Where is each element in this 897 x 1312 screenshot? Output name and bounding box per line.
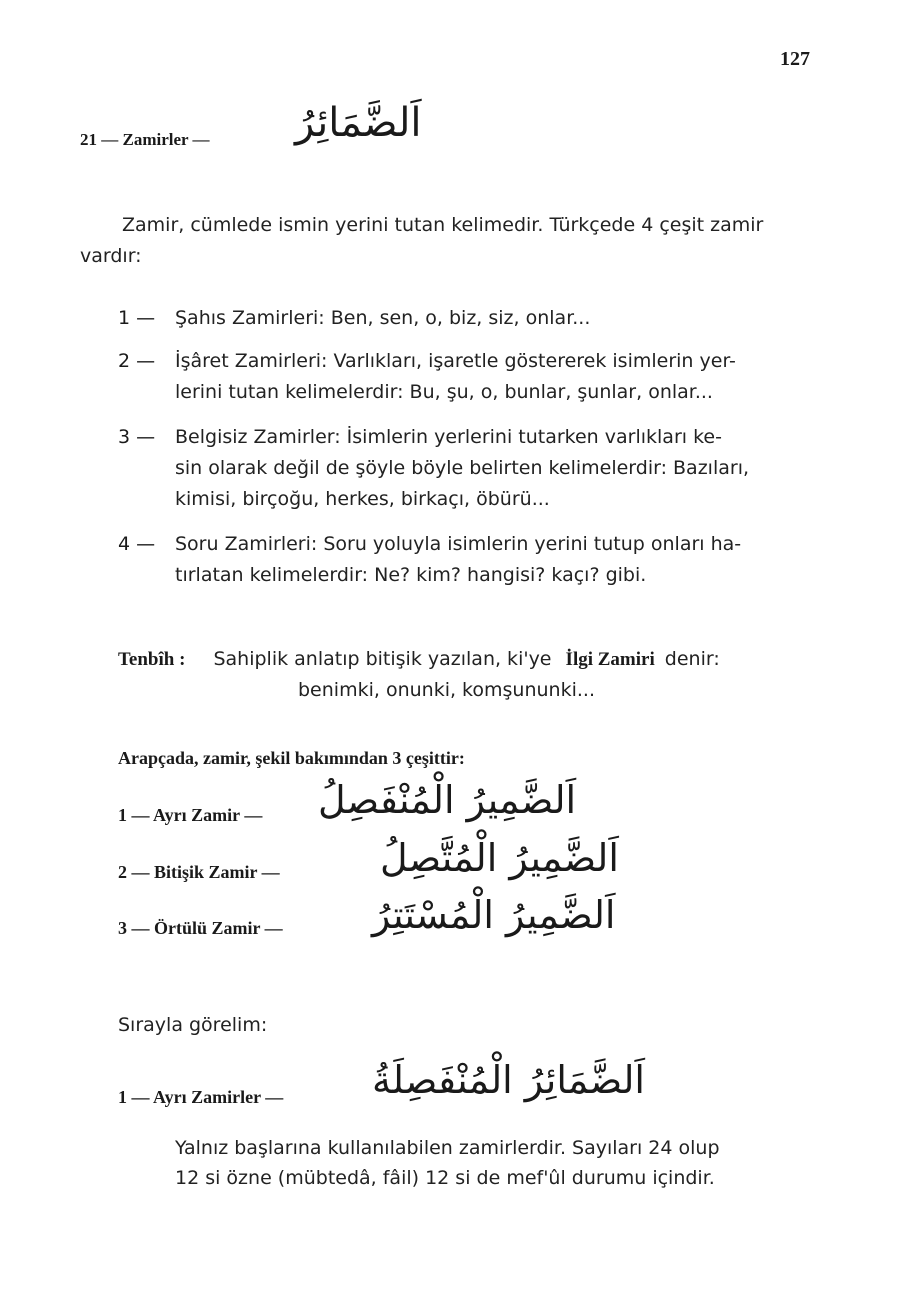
tenbih-examples: benimki, onunki, komşununki... xyxy=(298,679,595,701)
arabic-type-label: 2 — Bitişik Zamir — xyxy=(118,862,280,882)
list-item-text: tırlatan kelimelerdir: Ne? kim? hangisi? kaçı? gibi. xyxy=(175,564,647,586)
list-item-text: lerini tutan kelimelerdir: Bu, şu, o, bunlar, şunlar, onlar... xyxy=(175,381,713,403)
list-item-text: sin olarak değil de şöyle böyle belirten kelimelerdir: Bazıları, xyxy=(175,457,750,479)
arabic-section-intro: Arapçada, zamir, şekil bakımından 3 çeşittir: xyxy=(118,748,465,768)
tenbih-label: Tenbîh : xyxy=(118,649,186,670)
list-item-number: 1 — xyxy=(118,307,156,329)
page-number: 127 xyxy=(780,48,810,70)
list-item-text: Soru Zamirleri: Soru yoluyla isimlerin yerini tutup onları ha- xyxy=(175,533,742,555)
section-heading: 21 — Zamirler — xyxy=(80,130,210,149)
list-item-text: İşâret Zamirleri: Varlıkları, işaretle göstererek isimlerin yer- xyxy=(175,350,736,372)
section-heading-arabic: اَلضَّمَائِرُ xyxy=(295,100,422,146)
list-item-number: 2 — xyxy=(118,350,156,372)
tenbih-text: Sahiplik anlatıp bitişik yazılan, ki'ye xyxy=(213,648,552,670)
list-item-text: kimisi, birçoğu, herkes, birkaçı, öbürü... xyxy=(175,488,550,510)
list-item-text: Belgisiz Zamirler: İsimlerin yerlerini tutarken varlıkları ke- xyxy=(175,426,722,448)
intro-line-2: vardır: xyxy=(80,245,142,267)
detail-line-1: Yalnız başlarına kullanılabilen zamirlerdir. Sayıları 24 olup xyxy=(175,1137,720,1159)
intro-line-1: Zamir, cümlede ismin yerini tutan kelimedir. Türkçede 4 çeşit zamir xyxy=(122,214,764,236)
arabic-type-term: اَلضَّمِيرُ الْمُتَّصِلُ xyxy=(380,836,619,880)
list-item-text: Şahıs Zamirleri: Ben, sen, o, biz, siz, onlar... xyxy=(175,307,591,329)
detail-label: 1 — Ayrı Zamirler — xyxy=(118,1087,284,1107)
tenbih-text-end: denir: xyxy=(664,648,720,670)
detail-line-2: 12 si özne (mübtedâ, fâil) 12 si de mef'ûl durumu içindir. xyxy=(175,1167,715,1189)
tenbih-term: İlgi Zamiri xyxy=(565,649,655,670)
list-item-number: 4 — xyxy=(118,533,156,555)
arabic-type-label: 1 — Ayrı Zamir — xyxy=(118,805,263,825)
tenbih-note xyxy=(118,648,720,671)
arabic-type-term: اَلضَّمِيرُ الْمُسْتَتِرُ xyxy=(372,893,616,937)
detail-arabic: اَلضَّمَائِرُ الْمُنْفَصِلَةُ xyxy=(372,1058,645,1102)
arabic-type-label: 3 — Örtülü Zamir — xyxy=(118,918,283,938)
arabic-type-term: اَلضَّمِيرُ الْمُنْفَصِلُ xyxy=(318,778,577,822)
list-item-number: 3 — xyxy=(118,426,156,448)
sirayla-text: Sırayla görelim: xyxy=(118,1014,268,1036)
